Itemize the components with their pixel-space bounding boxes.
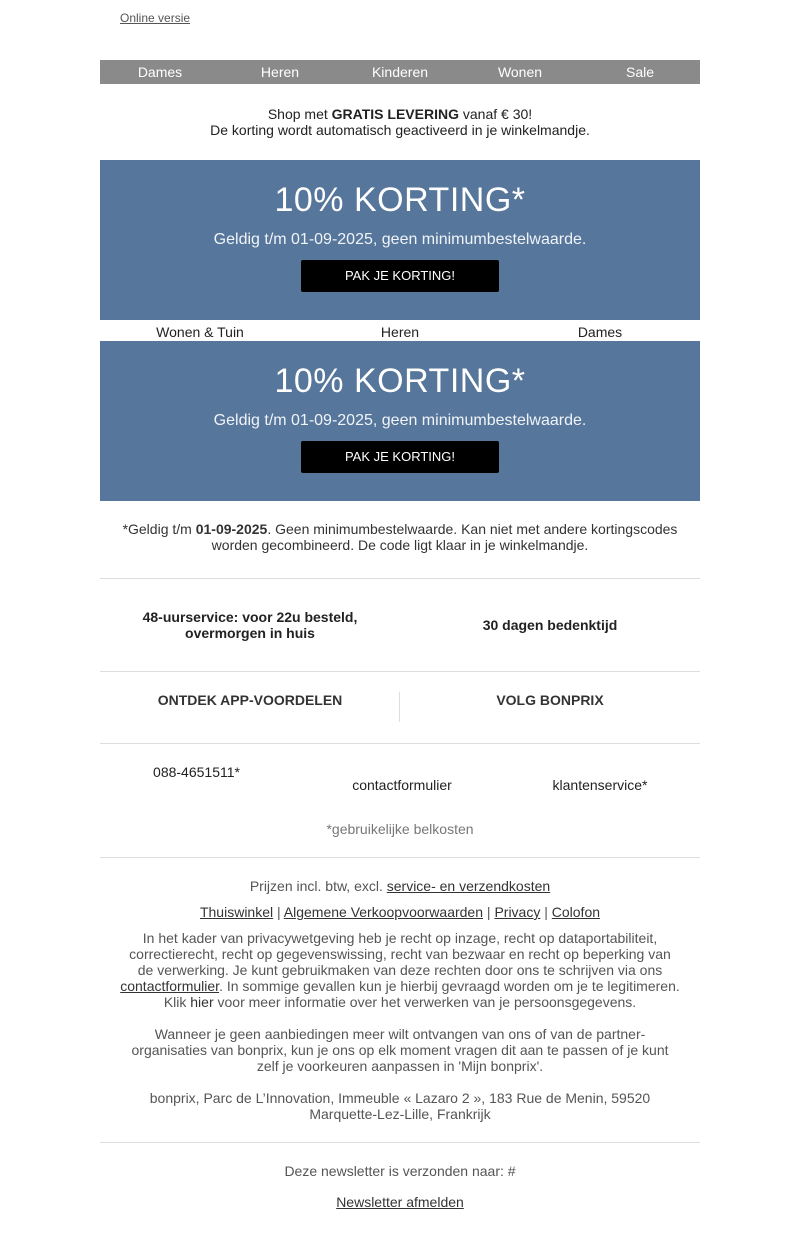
company-address: bonprix, Parc de L’Innovation, Immeuble « Lazaro 2 », 183 Rue de Menin, 59520 Marquette-Lez-Lille, Frankrijk xyxy=(149,1090,651,1122)
divider xyxy=(100,1142,700,1143)
category-dames[interactable]: Dames xyxy=(577,324,623,340)
unsubscribe-container xyxy=(100,1194,700,1210)
nav-item-sale[interactable]: Sale xyxy=(625,64,655,80)
category-wonen-tuin[interactable]: Wonen & Tuin xyxy=(156,324,244,340)
promo-banner-2[interactable] xyxy=(100,341,700,501)
link-separator: | xyxy=(544,904,548,920)
privacy-contact-form-link[interactable]: contactformulier xyxy=(120,978,220,994)
shipping-info xyxy=(100,106,700,138)
follow-bonprix: VOLG BONPRIX xyxy=(496,692,604,708)
prices-prefix: Prijzen incl. btw, excl. xyxy=(249,878,387,894)
promo-title: 10% KORTING* xyxy=(274,362,526,400)
shipping-auto-discount: De korting wordt automatisch geactiveerd in je winkelmandje. xyxy=(210,122,590,138)
main-nav xyxy=(100,60,700,84)
divider xyxy=(100,857,700,858)
claim-discount-button[interactable]: PAK JE KORTING! xyxy=(301,260,499,292)
colofon-link[interactable]: Colofon xyxy=(551,904,601,920)
privacy-text-part3: voor meer informatie over het verwerken van je persoonsgegevens. xyxy=(213,994,637,1010)
nav-item-wonen[interactable]: Wonen xyxy=(497,64,543,80)
online-version-link[interactable]: Online versie xyxy=(120,11,191,25)
unsubscribe-info: Wanneer je geen aanbiedingen meer wilt ontvangen van ons of van de partner-organisaties van bonprix, kun je ons op elk moment vragen dit aan te passen of je kunt zelf je voorkeuren aanpassen in 'Mijn bonprix'. xyxy=(131,1026,669,1074)
footnote-date: 01-09-2025 xyxy=(195,521,268,537)
link-separator: | xyxy=(486,904,491,920)
thuiswinkel-link[interactable]: Thuiswinkel xyxy=(199,904,274,920)
call-cost-note: *gebruikelijke belkosten xyxy=(326,821,474,837)
divider xyxy=(100,671,700,672)
category-links xyxy=(100,324,700,341)
terms-link[interactable]: Algemene Verkoopvoorwaarden xyxy=(283,904,484,920)
shipping-free-delivery: GRATIS LEVERING xyxy=(331,106,459,122)
promo-title: 10% KORTING* xyxy=(274,181,526,219)
promo-banner-1[interactable] xyxy=(100,160,700,320)
shipping-suffix: vanaf € 30! xyxy=(458,106,533,122)
unsubscribe-link[interactable]: Newsletter afmelden xyxy=(336,1194,464,1210)
link-separator: | xyxy=(277,904,281,920)
promo-subtitle: Geldig t/m 01-09-2025, geen minimumbestelwaarde. xyxy=(213,231,587,248)
legal-links xyxy=(100,904,700,920)
shipping-prefix: Shop met xyxy=(267,106,332,122)
privacy-text-part2: . In sommige gevallen kun je hierbij gevraagd worden om je te legitimeren. Klik xyxy=(163,978,680,1010)
divider xyxy=(100,578,700,579)
nav-item-kinderen[interactable]: Kinderen xyxy=(371,64,429,80)
return-period: 30 dagen bedenktijd xyxy=(482,617,618,633)
privacy-text-part1: In het kader van privacywetgeving heb je recht op inzage, recht op dataportabiliteit, correctierecht, recht op gegevenswissing, recht van bezwaar en recht op beperking van de verwerking. Je kunt gebruikmaken van deze rechten door ons te schrijven via ons xyxy=(129,930,671,978)
category-heren[interactable]: Heren xyxy=(380,324,420,340)
divider xyxy=(100,743,700,744)
app-benefits-link[interactable]: ONTDEK APP-VOORDELEN xyxy=(157,692,343,708)
prices-note xyxy=(100,878,700,894)
privacy-link[interactable]: Privacy xyxy=(494,904,541,920)
shipping-costs-link[interactable]: service- en verzendkosten xyxy=(386,878,551,894)
promo-subtitle: Geldig t/m 01-09-2025, geen minimumbestelwaarde. xyxy=(213,412,587,429)
footnote-prefix: *Geldig t/m xyxy=(122,521,196,537)
contact-form-link[interactable]: contactformulier xyxy=(352,777,452,793)
customer-service-link[interactable]: klantenservice* xyxy=(552,777,648,793)
nav-item-dames[interactable]: Dames xyxy=(137,64,183,80)
delivery-service: 48-uurservice: voor 22u besteld, overmorgen in huis xyxy=(142,609,358,641)
claim-discount-button[interactable]: PAK JE KORTING! xyxy=(301,441,499,473)
footnote-text: . Geen minimumbestelwaarde. Kan niet met andere kortingscodes worden gecombineerd. De code ligt klaar in je winkelmandje. xyxy=(211,521,678,553)
nav-item-heren[interactable]: Heren xyxy=(260,64,300,80)
sent-to-note: Deze newsletter is verzonden naar: # xyxy=(284,1163,516,1179)
privacy-here-link[interactable]: hier xyxy=(190,994,214,1010)
phone-number-link[interactable]: 088-4651511* xyxy=(153,764,240,780)
privacy-text xyxy=(120,930,680,1010)
discount-footnote xyxy=(100,521,700,553)
